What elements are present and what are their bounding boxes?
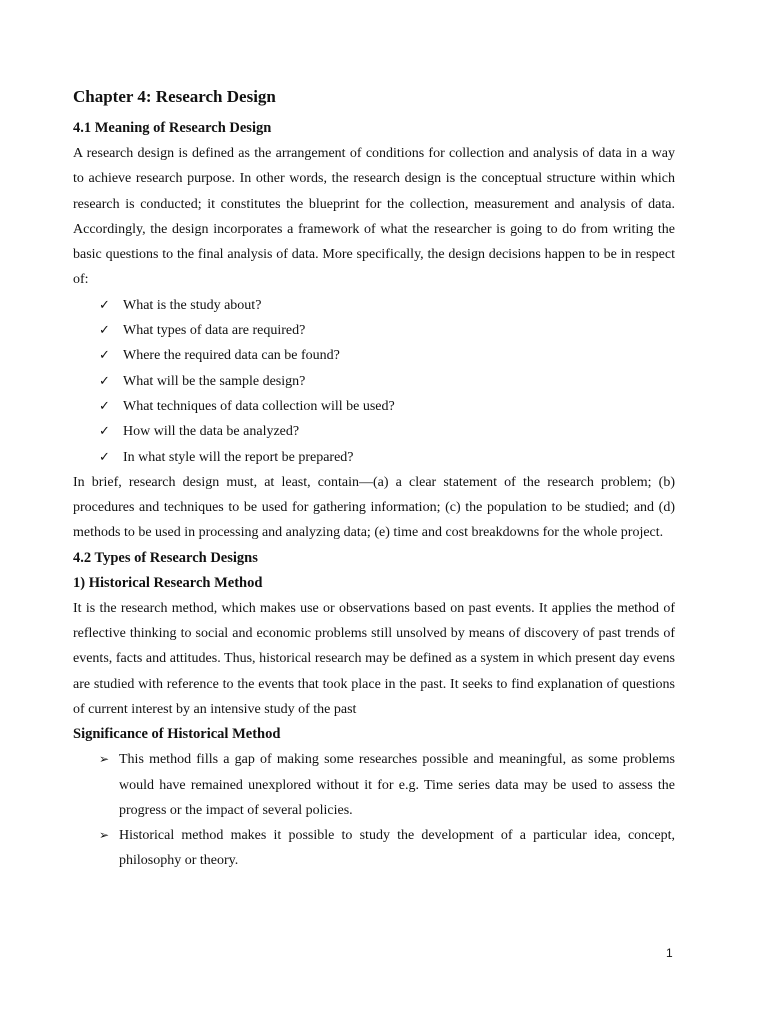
section-heading-4-2: 4.2 Types of Research Designs <box>73 549 258 566</box>
check-icon: ✓ <box>99 424 110 440</box>
significance-list <box>73 747 675 873</box>
check-icon: ✓ <box>99 297 110 313</box>
check-icon: ✓ <box>99 373 110 389</box>
section-4-1-paragraph: A research design is defined as the arrangement of conditions for collection and analysis of data in a way to achieve research purpose. In other words, the research design is the conceptual structure within which research is conducted; it constitutes the blueprint for the collection, measurement and analysis of data. Accordingly, the design incorporates a framework of what the researcher is going to do from writing the basic questions to the final analysis of data. More specifically, the design decisions happen to be in respect of: <box>73 146 675 288</box>
list-item: ✓ In what style will the report be prepared? <box>99 445 675 470</box>
list-item: ✓ What will be the sample design? <box>99 369 675 394</box>
subheading-historical-method: 1) Historical Research Method <box>73 574 263 591</box>
list-item: ✓ What is the study about? <box>99 293 675 318</box>
list-item: ✓ How will the data be analyzed? <box>99 419 675 444</box>
significance-heading: Significance of Historical Method <box>73 726 281 743</box>
check-icon: ✓ <box>99 398 110 414</box>
list-item: ✓ Where the required data can be found? <box>99 343 675 368</box>
document-page <box>73 84 675 874</box>
section-4-1-summary: In brief, research design must, at least, contain—(a) a clear statement of the research problem; (b) procedures and techniques to be used for gathering information; (c) the population to be studied; and (d) methods to be used in processing and analyzing data; (e) time and cost breakdowns for the whole project. <box>73 474 675 541</box>
section-heading-4-1: 4.1 Meaning of Research Design <box>73 120 272 136</box>
chapter-title: Chapter 4: Research Design <box>73 87 276 106</box>
list-item: ➢ Historical method makes it possible to study the development of a particular idea, concept, philosophy or theory. <box>99 823 675 874</box>
check-icon: ✓ <box>99 449 110 465</box>
check-icon: ✓ <box>99 348 110 364</box>
arrow-bullet-icon: ➢ <box>99 752 110 767</box>
design-questions-list <box>73 293 675 470</box>
list-item: ✓ What types of data are required? <box>99 318 675 343</box>
list-item: ✓ What techniques of data collection will be used? <box>99 394 675 419</box>
list-item: ➢ This method fills a gap of making some researches possible and meaningful, as some problems would have remained unexplored without it for e.g. Time series data may be used to assess the progress or the impact of several policies. <box>99 747 675 823</box>
page-number: 1 <box>666 946 673 960</box>
arrow-bullet-icon: ➢ <box>99 828 110 843</box>
check-icon: ✓ <box>99 323 110 339</box>
historical-method-paragraph: It is the research method, which makes use or observations based on past events. It applies the method of reflective thinking to social and economic problems still unsolved by means of discovery of past trends of events, facts and attitudes. Thus, historical research may be defined as a system in which present day evens are studied with reference to the events that took place in the past. It seeks to find explanation of questions of current interest by an intensive study of the past <box>73 600 675 717</box>
